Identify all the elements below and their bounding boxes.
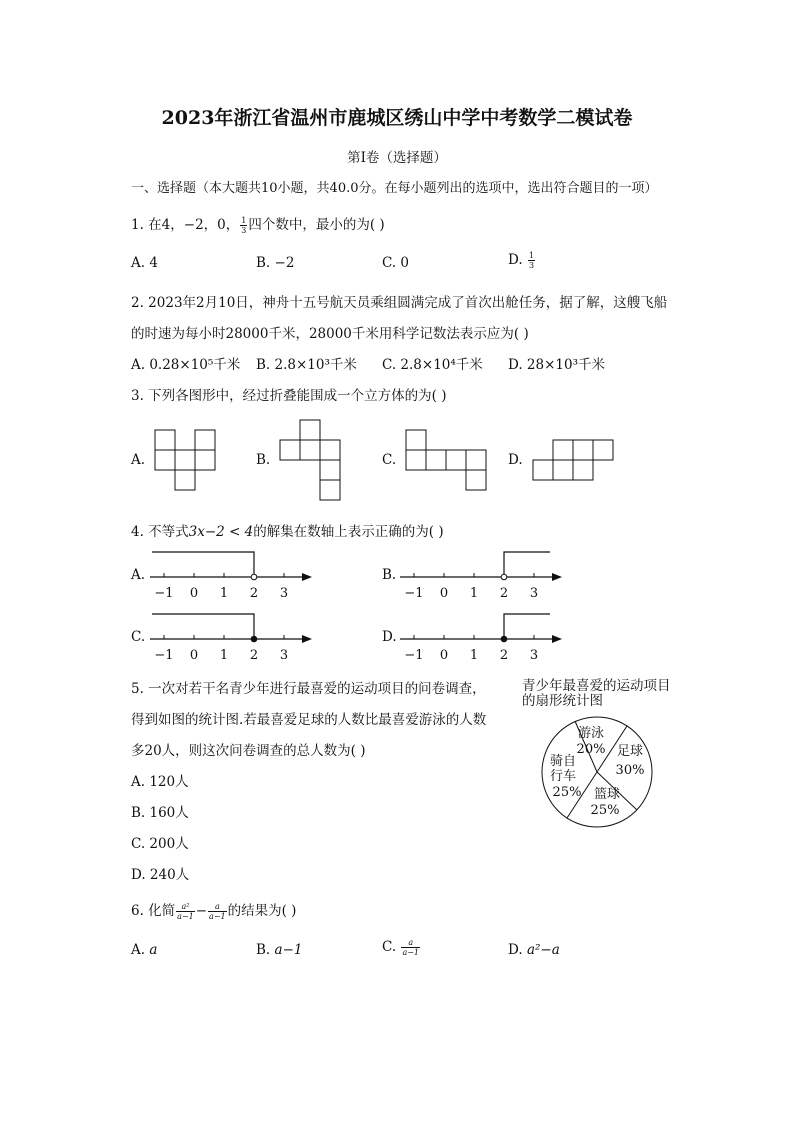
solution-range — [152, 552, 254, 577]
question-6: 6. 化简 $\frac{\text{a²}}{a-1}$ − $\frac{a}{a-1}$ 的结果为( ) — [131, 902, 297, 921]
number-line-b — [400, 548, 570, 608]
section-heading: 一、选择题（本大题共10小题，共40.0分。在每小题列出的选项中，选出符合题目的一项） — [131, 181, 658, 196]
number-line-c — [150, 610, 320, 670]
q4-label-c: C. — [131, 629, 146, 645]
tick-label: 3 — [529, 648, 539, 663]
q1-option-b: B. −2 — [256, 255, 295, 271]
q5-option-d: D. 240人 — [131, 867, 190, 883]
q1-option-c: C. 0 — [382, 255, 410, 271]
q6-fraction-1: $\frac{\text{a²}}{a-1}$ — [177, 902, 194, 921]
slice-cycling-label-2: 行车 — [549, 769, 577, 784]
slice-football-pct: 30% — [615, 763, 645, 778]
tick-label: 2 — [249, 586, 259, 601]
q3-label-d: D. — [508, 452, 523, 468]
tick-label: 2 — [499, 648, 509, 663]
question-2-line2: 的时速为每小时28000千米，28000千米用科学记数法表示应为( ) — [131, 326, 529, 342]
q1-fraction: $\frac{1}{3}$ — [241, 216, 247, 235]
tick-label: −1 — [404, 648, 424, 663]
q6-fraction-2: $\frac{a}{a-1}$ — [209, 902, 226, 921]
paper-title: 2023年浙江省温州市鹿城区绣山中学中考数学二模试卷 — [161, 107, 633, 129]
q3-label-b: B. — [256, 452, 271, 468]
q2-option-c: C. 2.8×10⁴千米 — [382, 357, 483, 373]
q1-text-post: 四个数中，最小的为( ) — [248, 217, 385, 233]
q4-label-a: A. — [131, 567, 146, 583]
q1-option-d-fraction: $\frac{1}{3}$ — [528, 251, 535, 270]
question-5-line2: 得到如图的统计图.若最喜爱足球的人数比最喜爱游泳的人数 — [131, 712, 487, 728]
slice-swim-pct: 20% — [576, 742, 606, 757]
slice-cycling-pct: 25% — [552, 785, 582, 800]
axis-arrow — [302, 573, 312, 581]
solution-range — [504, 552, 550, 577]
q1-option-d: D. $\frac{1}{3}$ — [508, 251, 535, 270]
number-line-d — [400, 610, 570, 670]
axis-arrow — [302, 635, 312, 643]
tick-label: 0 — [439, 648, 449, 663]
tick-label: −1 — [154, 586, 174, 601]
slice-basketball-label: 篮球 — [593, 787, 621, 802]
question-4: 4. 不等式3x−2 < 4的解集在数轴上表示正确的为( ) — [131, 524, 444, 540]
question-3: 3. 下列各图形中，经过折叠能围成一个立方体的为( ) — [131, 388, 447, 404]
q1-text-pre: 1. 在4，−2，0， — [131, 217, 240, 233]
q1-option-a: A. 4 — [131, 255, 158, 271]
q4-inequality: 3x−2 < 4 — [188, 524, 254, 540]
slice-cycling-label-1: 骑自 — [549, 754, 577, 769]
q6-option-c: C. $\frac{a}{a-1}$ — [382, 938, 419, 957]
open-endpoint — [501, 574, 507, 580]
number-line-a — [150, 548, 320, 608]
tick-label: 1 — [219, 586, 229, 601]
axis-arrow — [552, 635, 562, 643]
slice-basketball-pct: 25% — [590, 803, 620, 818]
q2-option-b: B. 2.8×10³千米 — [256, 357, 357, 373]
q2-option-d: D. 28×10³千米 — [508, 357, 606, 373]
q4-label-d: D. — [382, 629, 397, 645]
question-2-line1: 2. 2023年2月10日，神舟十五号航天员乘组圆满完成了首次出舱任务，据了解，这艘飞船 — [131, 295, 668, 311]
solution-range — [152, 614, 254, 639]
slice-swim-label: 游泳 — [577, 726, 605, 741]
q5-option-c: C. 200人 — [131, 836, 189, 852]
cube-net-d — [533, 440, 615, 482]
q6-option-d: D. a²−a — [508, 942, 560, 958]
closed-endpoint — [251, 636, 257, 642]
tick-label: 0 — [189, 648, 199, 663]
closed-endpoint — [501, 636, 507, 642]
solution-range — [504, 614, 550, 639]
q2-option-a: A. 0.28×10⁵千米 — [131, 357, 241, 373]
q3-label-a: A. — [131, 452, 146, 468]
tick-label: 3 — [279, 586, 289, 601]
cube-net-b — [280, 420, 342, 502]
q5-option-b: B. 160人 — [131, 805, 189, 821]
paper-subtitle: 第I卷（选择题） — [347, 150, 447, 166]
tick-label: 3 — [279, 648, 289, 663]
q4-label-b: B. — [382, 567, 397, 583]
tick-label: 1 — [219, 648, 229, 663]
question-5-line1: 5. 一次对若干名青少年进行最喜爱的运动项目的问卷调查， — [131, 681, 486, 697]
tick-label: 0 — [189, 586, 199, 601]
pie-chart — [541, 716, 653, 828]
tick-label: 1 — [469, 586, 479, 601]
question-1 — [131, 213, 385, 235]
tick-label: 1 — [469, 648, 479, 663]
q3-label-c: C. — [382, 452, 397, 468]
tick-label: 2 — [249, 648, 259, 663]
tick-label: 0 — [439, 586, 449, 601]
cube-net-c — [406, 430, 488, 492]
cube-net-a — [155, 430, 217, 492]
tick-label: −1 — [404, 586, 424, 601]
q6-option-b: B. a−1 — [256, 942, 303, 958]
q5-option-a: A. 120人 — [131, 774, 189, 790]
q6-option-c-fraction: $\frac{a}{a-1}$ — [402, 938, 419, 957]
slice-football-label: 足球 — [616, 744, 644, 759]
pie-chart-title: 青少年最喜爱的运动项目 的扇形统计图 — [522, 678, 671, 709]
tick-label: 3 — [529, 586, 539, 601]
tick-label: 2 — [499, 586, 509, 601]
q6-option-a: A. a — [131, 942, 158, 958]
tick-label: −1 — [154, 648, 174, 663]
open-endpoint — [251, 574, 257, 580]
question-5-line3: 多20人，则这次问卷调查的总人数为( ) — [131, 743, 366, 759]
axis-arrow — [552, 573, 562, 581]
